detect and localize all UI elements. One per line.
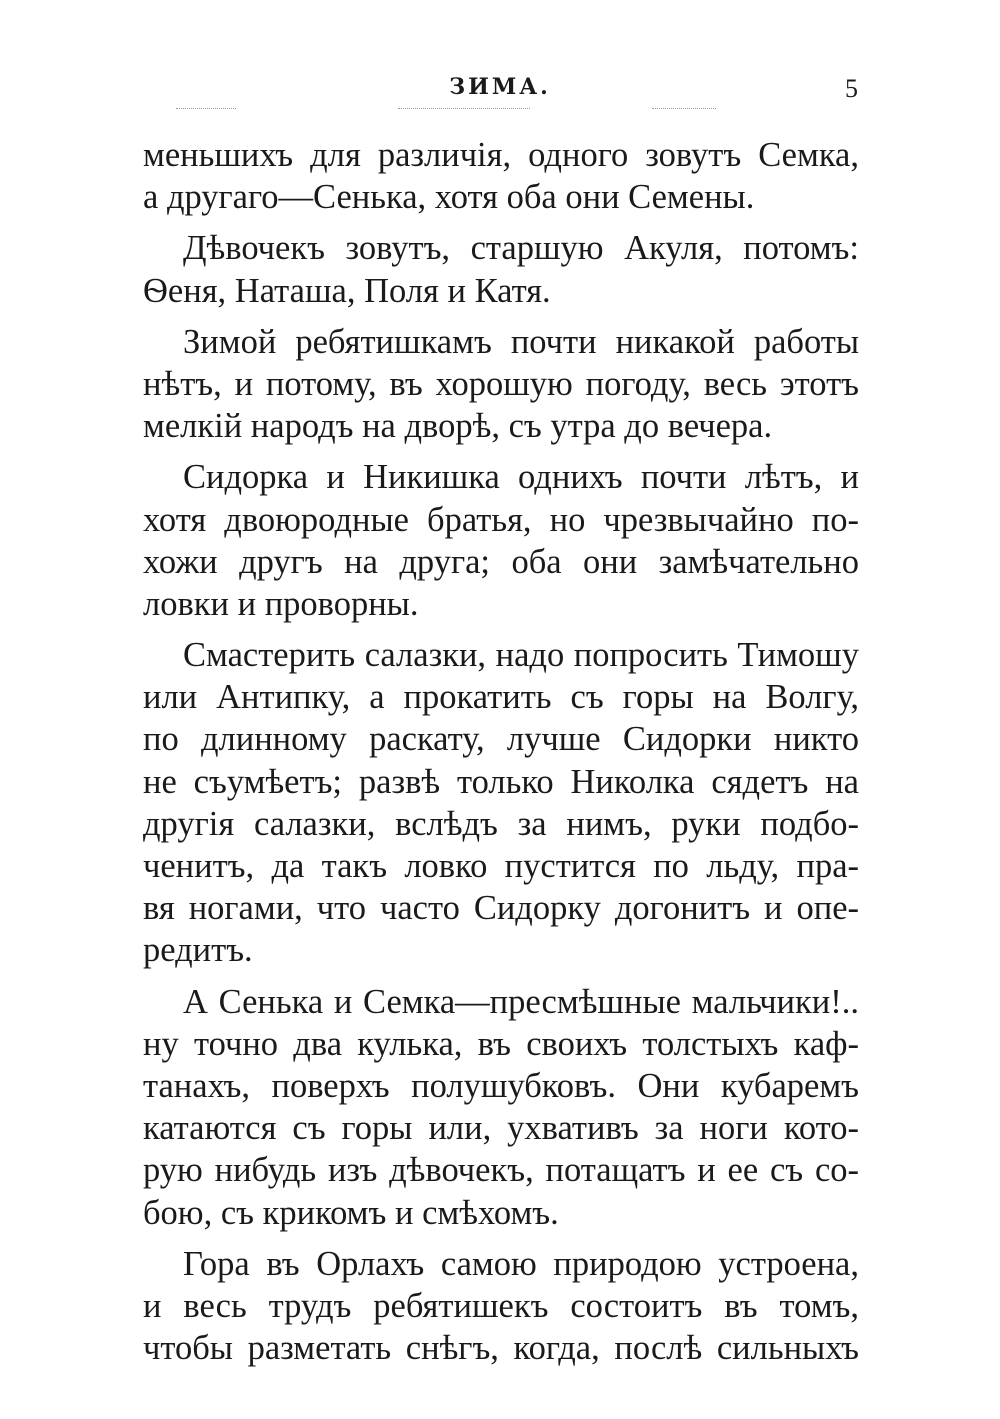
header-rule-left <box>176 108 236 109</box>
header-rule-right <box>652 108 716 109</box>
text-line: Дѣвочекъ зовутъ, старшую Акуля, потомъ: <box>183 229 859 268</box>
text-line: ловки и проворны. <box>143 584 419 623</box>
page-number: 5 <box>845 74 858 103</box>
text-line: и весь трудъ ребятишекъ состоитъ въ томъ, <box>143 1286 859 1325</box>
text-line: меньшихъ для различія, одного зовутъ Семка, <box>143 136 859 174</box>
text-line: а другаго—Сенька, хотя оба они Семены. <box>143 178 755 217</box>
text-line: чтобы разметать снѣгъ, когда, послѣ сильныхъ <box>143 1329 859 1368</box>
text-line: редитъ. <box>143 931 253 970</box>
running-head <box>140 74 860 114</box>
text-line: нѣтъ, и потому, въ хорошую погоду, весь этотъ <box>143 364 859 403</box>
text-line: Зимой ребятишкамъ почти никакой работы <box>183 322 859 361</box>
text-line: мелкій народъ на дворѣ, съ утра до вечера. <box>143 407 773 446</box>
text-line: катаются съ горы или, ухвативъ за ноги кото- <box>143 1109 859 1148</box>
text-line: ченитъ, да такъ ловко пустится по льду, пра- <box>143 847 859 885</box>
text-line: Гора въ Орлахъ самою природою устроена, <box>183 1244 859 1283</box>
text-line: А Сенька и Семка—пресмѣшные мальчики!.. <box>183 982 859 1021</box>
header-rule-center <box>398 108 530 109</box>
text-line: рую нибудь изъ дѣвочекъ, потащатъ и ее съ со- <box>143 1151 859 1190</box>
text-line: или Антипку, а прокатить съ горы на Волгу, <box>143 678 859 717</box>
text-line: хожи другъ на друга; оба они замѣчательно <box>143 542 859 581</box>
body-text <box>143 134 859 1369</box>
text-line: ну точно два кулька, въ своихъ толстыхъ каф- <box>143 1024 859 1063</box>
text-line: вя ногами, что часто Сидорку догонитъ и опе- <box>143 889 859 928</box>
text-line: Ѳеня, Наташа, Поля и Катя. <box>143 271 551 310</box>
text-line: другія салазки, вслѣдъ за нимъ, руки подбо- <box>143 804 859 843</box>
text-line: по длинному раскату, лучше Сидорки никто <box>143 720 859 759</box>
text-line: Смастерить салазки, надо попросить Тимошу <box>183 636 859 675</box>
text-line: хотя двоюродные братья, но чрезвычайно по- <box>143 500 859 539</box>
text-line: бою, съ крикомъ и смѣхомъ. <box>143 1193 559 1232</box>
text-line: не съумѣетъ; развѣ только Николка сядетъ на <box>143 762 859 801</box>
text-line: танахъ, поверхъ полушубковъ. Они кубаремъ <box>143 1066 859 1105</box>
running-title: ЗИМА. <box>449 74 551 100</box>
text-line: Сидорка и Никишка однихъ почти лѣтъ, и <box>183 458 859 497</box>
